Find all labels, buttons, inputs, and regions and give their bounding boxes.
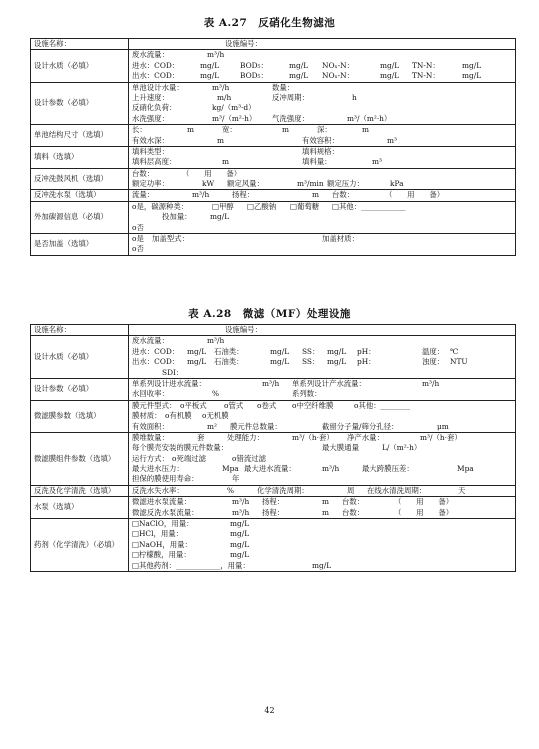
field-text: o其他：________ — [354, 400, 411, 410]
field-text: 最大进水流量： — [244, 464, 296, 474]
field-text: □甲醇 — [212, 201, 234, 211]
table-row — [31, 82, 516, 125]
table-row — [31, 485, 516, 496]
table-a27 — [30, 38, 516, 256]
field-text: mg/L — [312, 560, 332, 570]
field-text: （ 用 备） — [394, 497, 454, 507]
field-text: 废水流量： — [132, 336, 169, 346]
table-row — [31, 378, 516, 400]
field-line — [132, 234, 512, 244]
field-text: 扬程： — [262, 507, 285, 517]
field-text: m — [362, 125, 370, 135]
field-line — [132, 357, 512, 367]
field-line — [132, 486, 512, 496]
field-line — [132, 464, 512, 474]
field-line — [132, 190, 512, 200]
row-value — [129, 39, 516, 50]
field-line — [132, 244, 512, 254]
field-text: 扬程： — [232, 190, 255, 200]
field-text: 在线水清洗周期： — [367, 485, 427, 495]
field-text: 微滤进水泵流量： — [132, 497, 192, 507]
page-number: 42 — [264, 706, 275, 715]
table-row — [31, 400, 516, 432]
field-text: 水洗强度： — [132, 113, 169, 123]
field-text: o平板式 — [180, 400, 207, 410]
field-text: 单系列设计产水流量： — [292, 378, 366, 388]
field-line — [132, 454, 512, 464]
field-text: m — [282, 125, 290, 135]
table-a28-title: 表 A.28 微滤（MF）处理设施 — [188, 308, 351, 320]
field-text: 填料量： — [302, 157, 332, 167]
row-label: 单池结构尺寸（选填） — [31, 125, 129, 147]
field-text: □其他药剂：____________，用量： — [132, 560, 250, 570]
field-text: % — [227, 485, 235, 495]
field-text: mg/L — [380, 60, 400, 70]
field-line — [132, 443, 512, 453]
field-text: 担保的膜使用寿命： — [132, 474, 199, 484]
field-line — [132, 401, 512, 411]
field-text: 单系列设计进水流量： — [132, 378, 206, 388]
field-text: 系列数： — [292, 389, 322, 399]
field-text: m³/（m²·h） — [347, 113, 392, 123]
table-row — [31, 168, 516, 190]
field-text: 加盖型式： — [152, 234, 189, 244]
row-label: 微滤膜组件参数（选填） — [31, 432, 129, 485]
field-text: 周 — [347, 485, 355, 495]
field-text: 最大跨膜压差： — [362, 464, 414, 474]
field-line — [132, 474, 512, 484]
field-text: m² — [207, 421, 217, 431]
field-text: 净产水量： — [347, 432, 384, 442]
row-label: 设施名称： — [31, 325, 129, 336]
field-text: % — [212, 389, 220, 399]
table-row — [31, 125, 516, 147]
table-row — [31, 39, 516, 50]
field-text: 出水：COD： — [132, 71, 180, 81]
field-line — [132, 179, 512, 189]
field-text: m — [322, 507, 330, 517]
field-text: mg/L — [380, 71, 400, 81]
field-text: □NaClO，用量： — [132, 519, 194, 529]
field-text: h — [352, 92, 357, 102]
row-label: 设计水质（必填） — [31, 336, 129, 379]
field-text: □NaOH，用量： — [132, 539, 192, 549]
field-text: 温度： — [422, 346, 445, 356]
row-value — [129, 497, 516, 519]
field-text: m³/h — [262, 378, 280, 388]
field-text: TN-N： — [412, 71, 440, 81]
row-label: 外加碳源信息（必填） — [31, 201, 129, 233]
row-value — [129, 168, 516, 190]
field-text: 膜堆数量： — [132, 432, 169, 442]
field-text: mg/L — [187, 357, 207, 367]
field-text: mg/L — [327, 357, 347, 367]
field-text: m³ — [387, 135, 397, 145]
field-text: 设施编号： — [225, 325, 262, 334]
field-text: 长： — [132, 125, 147, 135]
field-text: 进水：COD： — [132, 346, 180, 356]
field-text: pH： — [357, 357, 376, 367]
field-text: 流量： — [132, 190, 155, 200]
field-text: 截留分子量/筛分孔径： — [322, 421, 399, 431]
field-text: m³/（h·套） — [420, 432, 462, 442]
field-text: 台数： — [342, 507, 365, 517]
field-text: 水回收率： — [132, 389, 169, 399]
field-text: m³/h — [322, 464, 340, 474]
field-text: m³/h — [232, 507, 250, 517]
row-label: 设计水质（必填） — [31, 50, 129, 82]
field-line — [132, 433, 512, 443]
field-text: 进水：COD： — [132, 60, 180, 70]
field-text: 加盖材质： — [322, 234, 359, 244]
field-text: □柠檬酸，用量： — [132, 550, 191, 560]
field-text: TN-N： — [412, 60, 440, 70]
field-text: 有效容积： — [302, 135, 339, 145]
field-line — [132, 368, 512, 378]
field-line — [132, 157, 512, 167]
row-label: 药剂（化学清洗）（必填） — [31, 519, 129, 572]
row-value — [129, 190, 516, 201]
row-label: 填料（选填） — [31, 146, 129, 168]
table-row — [31, 325, 516, 336]
field-text: mg/L — [270, 357, 290, 367]
field-text: m — [187, 125, 195, 135]
field-text: o卷式 — [257, 400, 277, 410]
field-text: mg/L — [200, 71, 220, 81]
field-text: m³/h — [192, 190, 210, 200]
field-text: 年 — [232, 474, 240, 484]
table-row — [31, 234, 516, 256]
field-text: （ 用 备） — [182, 168, 242, 178]
field-text: 每个膜壳安装的膜元件数量： — [132, 443, 229, 453]
field-text: 最大膜通量 — [322, 443, 359, 453]
field-text: （ 用 备） — [385, 190, 445, 200]
field-text: o死端过滤 — [172, 453, 207, 463]
field-text: m³/（h·套） — [292, 432, 334, 442]
field-line — [132, 136, 512, 146]
table-row — [31, 146, 516, 168]
field-text: BOD₅： — [240, 60, 268, 70]
row-value — [129, 125, 516, 147]
field-text: m³ — [372, 157, 382, 167]
field-text: 化学清洗周期： — [257, 485, 309, 495]
field-text: SS： — [302, 346, 320, 356]
field-text: 宽： — [222, 125, 237, 135]
field-text: ℃ — [450, 346, 459, 356]
field-text: 天 — [458, 485, 466, 495]
field-text: 台数： — [342, 497, 365, 507]
field-text: 额定风量： — [227, 179, 264, 189]
field-text: mg/L — [462, 71, 482, 81]
row-value — [129, 485, 516, 496]
field-text: 单池设计水量： — [132, 82, 184, 92]
field-text: （ 用 备） — [394, 507, 454, 517]
field-text: m — [312, 190, 320, 200]
field-line — [132, 529, 512, 539]
field-text: 膜材质： — [132, 411, 162, 421]
field-text: o否 — [132, 244, 144, 254]
field-text: mg/L — [462, 60, 482, 70]
field-line — [132, 114, 512, 124]
row-value — [129, 378, 516, 400]
field-text: o有机膜 — [165, 411, 192, 421]
table-a28 — [30, 324, 516, 572]
table-row — [31, 497, 516, 519]
field-text: o管式 — [224, 400, 244, 410]
row-label: 反冲洗水泵（选填） — [31, 190, 129, 201]
field-text: mg/L — [230, 529, 250, 539]
row-label: 是否加盖（选填） — [31, 234, 129, 256]
field-text: mg/L — [289, 60, 309, 70]
field-line — [132, 540, 512, 550]
field-line — [132, 50, 512, 60]
table-row — [31, 50, 516, 82]
row-value — [129, 325, 516, 336]
field-line — [132, 347, 512, 357]
row-label: 水泵（选填） — [31, 497, 129, 519]
field-text: m — [222, 157, 230, 167]
row-value — [129, 82, 516, 125]
field-text: 数量： — [272, 82, 295, 92]
field-text: 气洗强度： — [272, 113, 309, 123]
row-value — [129, 50, 516, 82]
field-text: kW — [202, 179, 215, 189]
field-text: o否 — [132, 222, 144, 232]
row-label: 微滤膜参数（选填） — [31, 400, 129, 432]
field-text: 额定功率： — [132, 179, 169, 189]
field-text: m³/min — [297, 179, 324, 189]
field-line — [132, 497, 512, 507]
field-line — [132, 147, 512, 157]
field-text: mg/L — [200, 60, 220, 70]
field-text: 有效面积： — [132, 421, 169, 431]
field-text: 反冲周期： — [272, 92, 309, 102]
row-label: 设计参数（必填） — [31, 378, 129, 400]
field-text: □乙酸钠 — [247, 201, 277, 211]
field-text: mg/L — [289, 71, 309, 81]
field-text: 石油类： — [214, 346, 244, 356]
field-text: mg/L — [230, 550, 250, 560]
field-text: kg/（m³·d） — [212, 103, 256, 113]
field-text: 扬程： — [262, 497, 285, 507]
field-line — [132, 508, 512, 518]
field-line — [132, 125, 512, 135]
field-text: 台数： — [332, 190, 355, 200]
field-text: 有效水深： — [132, 135, 169, 145]
field-text: o中空纤维膜 — [292, 400, 334, 410]
field-text: pH： — [357, 346, 376, 356]
field-text: 处理能力： — [227, 432, 264, 442]
field-text: mg/L — [230, 539, 250, 549]
field-line — [132, 389, 512, 399]
field-text: 出水：COD： — [132, 357, 180, 367]
field-line — [132, 93, 512, 103]
field-text: m — [217, 135, 225, 145]
row-value — [129, 400, 516, 432]
field-text: 深： — [317, 125, 332, 135]
field-text: □其他：____________ — [332, 201, 406, 211]
field-text: NTU — [450, 357, 468, 367]
field-text: 额定压力： — [327, 179, 364, 189]
field-text: mg/L — [327, 346, 347, 356]
field-text: m³/h — [422, 378, 440, 388]
field-line — [132, 103, 512, 113]
table-row — [31, 201, 516, 233]
field-line — [132, 39, 512, 49]
field-text: 石油类： — [214, 357, 244, 367]
row-label: 反洗及化学清洗（选填） — [31, 485, 129, 496]
field-text: o是 — [132, 234, 144, 244]
field-text: o无机膜 — [202, 411, 229, 421]
field-text: 反硝化负荷： — [132, 103, 177, 113]
row-value — [129, 336, 516, 379]
field-text: kPa — [390, 179, 404, 189]
row-value — [129, 146, 516, 168]
field-text: mg/L — [270, 346, 290, 356]
field-text: □HCl，用量： — [132, 529, 184, 539]
row-value — [129, 432, 516, 485]
field-text: □葡萄糖 — [290, 201, 320, 211]
field-line — [132, 325, 512, 335]
field-text: o错流过滤 — [232, 453, 267, 463]
table-row — [31, 519, 516, 572]
field-text: mg/L — [230, 519, 250, 529]
field-text: 投加量： — [162, 212, 192, 222]
field-text: mg/L — [210, 212, 230, 222]
field-line — [132, 212, 512, 222]
field-text: 最大进水压力： — [132, 464, 184, 474]
field-text: m³/h — [212, 82, 230, 92]
field-text: NOₓ-N： — [322, 71, 355, 81]
field-text: 运行方式： — [132, 453, 169, 463]
field-text: 填料类型： — [132, 146, 169, 156]
field-line — [132, 550, 512, 560]
table-row — [31, 432, 516, 485]
field-text: o是，碳源种类： — [132, 201, 189, 211]
field-text: BOD₅： — [240, 71, 268, 81]
field-text: μm — [437, 421, 449, 431]
field-line — [132, 61, 512, 71]
field-text: 上升速度： — [132, 92, 169, 102]
field-text: 微滤反洗水泵流量： — [132, 507, 199, 517]
field-text: 反洗水失水率： — [132, 485, 184, 495]
field-text: 浊度： — [422, 357, 445, 367]
field-line — [132, 379, 512, 389]
field-text: L/（m²·h） — [382, 443, 422, 453]
row-value — [129, 519, 516, 572]
field-text: m³/h — [232, 497, 250, 507]
row-value — [129, 234, 516, 256]
table-row — [31, 190, 516, 201]
field-line — [132, 202, 512, 212]
table-a27-title: 表 A.27 反硝化生物滤池 — [203, 17, 336, 29]
field-line — [132, 336, 512, 346]
row-label: 设施名称： — [31, 39, 129, 50]
field-text: 填料层高度： — [132, 157, 177, 167]
field-text: m³/h — [207, 336, 225, 346]
field-text: mg/L — [187, 346, 207, 356]
row-value — [129, 201, 516, 233]
field-line — [132, 422, 512, 432]
field-line — [132, 223, 512, 233]
field-text: 填料规格： — [302, 146, 339, 156]
field-line — [132, 519, 512, 529]
field-text: SS： — [302, 357, 320, 367]
field-text: NOₓ-N： — [322, 60, 355, 70]
table-row — [31, 336, 516, 379]
field-text: m/h — [217, 92, 232, 102]
field-line — [132, 561, 512, 571]
field-text: 废水流量： — [132, 50, 169, 60]
field-text: SDI： — [162, 367, 184, 377]
field-text: Mpa — [222, 464, 239, 474]
field-text: 设施编号： — [225, 39, 262, 48]
field-text: m — [322, 497, 330, 507]
field-text: 膜元件总数量： — [230, 421, 282, 431]
row-label: 设计参数（必填） — [31, 82, 129, 125]
field-text: m³/（m²·h） — [212, 113, 257, 123]
field-text: Mpa — [457, 464, 474, 474]
field-line — [132, 83, 512, 93]
field-text: m³/h — [207, 50, 225, 60]
row-label: 反冲洗鼓风机（选填） — [31, 168, 129, 190]
field-line — [132, 169, 512, 179]
field-line — [132, 411, 512, 421]
field-line — [132, 71, 512, 81]
field-text: 台数： — [132, 168, 155, 178]
field-text: 膜元件型式： — [132, 400, 177, 410]
field-text: 套 — [197, 432, 205, 442]
